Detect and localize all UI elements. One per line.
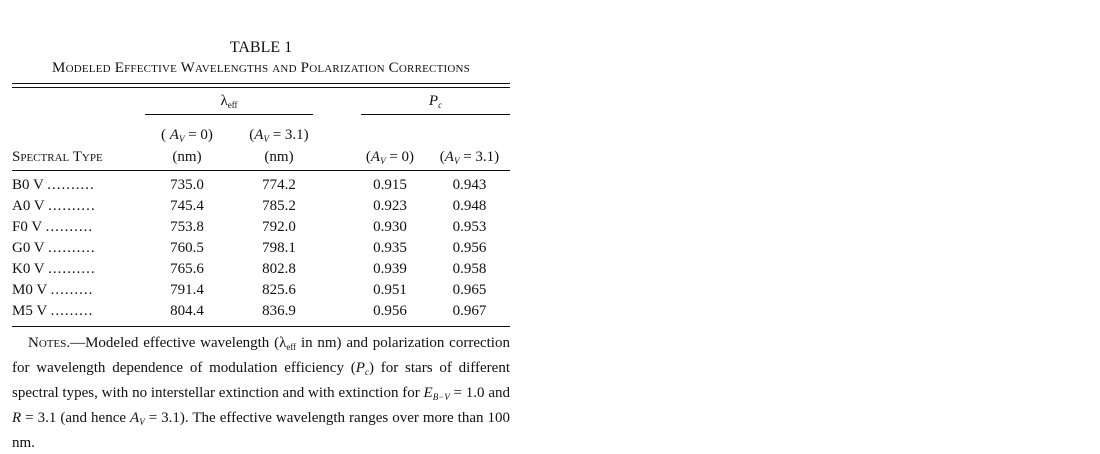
leff-av0-cell: 753.8 [170, 219, 204, 235]
pc-av31-cell: 0.948 [452, 198, 487, 214]
table-number: TABLE 1 [229, 39, 293, 56]
data-table [12, 88, 510, 322]
table-caption: Modeled Effective Wavelengths and Polarization Corrections [52, 60, 470, 76]
leff-av31-cell: 785.2 [262, 198, 296, 214]
table-row [12, 238, 510, 259]
pc-av0-header: $(A_V = 0)$ [351, 148, 429, 171]
leff-av31-header: $(A_V = 3.1)$ [249, 127, 309, 144]
pc-av0-cell: 0.915 [373, 177, 407, 193]
pc-av31-cell: 0.958 [452, 261, 487, 277]
leff-av0-unit: (nm) [143, 148, 231, 171]
pc-group-header [351, 88, 510, 120]
leff-av0-cell: 765.6 [170, 261, 204, 277]
leff-av0-cell: 735.0 [170, 177, 204, 193]
spectral-type-cell: G0 V .......... [12, 240, 96, 256]
leff-av31-cell: 836.9 [262, 303, 296, 319]
spectral-type-cell: M5 V ......... [12, 303, 94, 319]
pc-symbol: P [428, 93, 439, 109]
leff-av31-cell: 798.1 [262, 240, 296, 256]
leff-av31-cell: 774.2 [262, 177, 296, 193]
pc-av31-cell: 0.967 [452, 303, 487, 319]
table-row [12, 301, 510, 322]
spectral-type-cell: M0 V ......... [12, 282, 94, 298]
pc-av31-cell: 0.943 [452, 177, 487, 193]
pc-av0-cell: 0.956 [373, 303, 407, 319]
pc-av31-cell: 0.965 [452, 282, 487, 298]
table-row [12, 259, 510, 280]
table-block [12, 38, 510, 454]
lambda-eff-group-header [143, 88, 327, 120]
leff-av0-cell: 745.4 [170, 198, 204, 214]
table-row [12, 280, 510, 301]
leff-av0-cell: 760.5 [170, 240, 204, 256]
spectral-type-cell: A0 V .......... [12, 198, 96, 214]
table-row [12, 171, 510, 197]
bottom-rule [12, 326, 510, 327]
spectral-type-header: Spectral Type [12, 148, 143, 171]
lambda-subscript: eff [227, 100, 238, 110]
pc-av0-cell: 0.930 [373, 219, 407, 235]
leff-av0-cell: 791.4 [170, 282, 204, 298]
pc-av31-cell: 0.953 [452, 219, 487, 235]
leff-av31-unit: (nm) [231, 148, 327, 171]
leff-av31-cell: 792.0 [262, 219, 296, 235]
leff-av31-cell: 802.8 [262, 261, 296, 277]
lambda-symbol: λ [220, 93, 228, 109]
leff-av0-header: ( $A_V = 0$) [161, 127, 213, 144]
pc-av0-cell: 0.923 [373, 198, 407, 214]
notes-label: Notes. [28, 335, 71, 351]
pc-av0-cell: 0.939 [373, 261, 407, 277]
table-row [12, 196, 510, 217]
table-row [12, 217, 510, 238]
leff-av0-cell: 804.4 [170, 303, 204, 319]
pc-subscript: c [438, 100, 443, 110]
table-notes: Notes.—Modeled effective wavelength ($\lambda_{eff}$ in nm) and polarization correction for wavelength dependence of modulation efficiency $(P_c)$ for stars of different spectral types, with no interstellar extinction and with extinction for $E_{B-V} = 1.0$ and R = 3.1 (and hence $A_V = 3.1$). The effective wavelength ranges over more than 100 nm. [12, 335, 510, 451]
leff-av31-cell: 825.6 [262, 282, 296, 298]
spectral-type-cell: B0 V .......... [12, 177, 95, 193]
pc-av31-cell: 0.956 [452, 240, 487, 256]
pc-av0-cell: 0.951 [373, 282, 407, 298]
pc-av31-header: $(A_V = 3.1)$ [429, 148, 510, 171]
spectral-type-cell: K0 V .......... [12, 261, 96, 277]
pc-av0-cell: 0.935 [373, 240, 407, 256]
spectral-type-cell: F0 V .......... [12, 219, 94, 235]
